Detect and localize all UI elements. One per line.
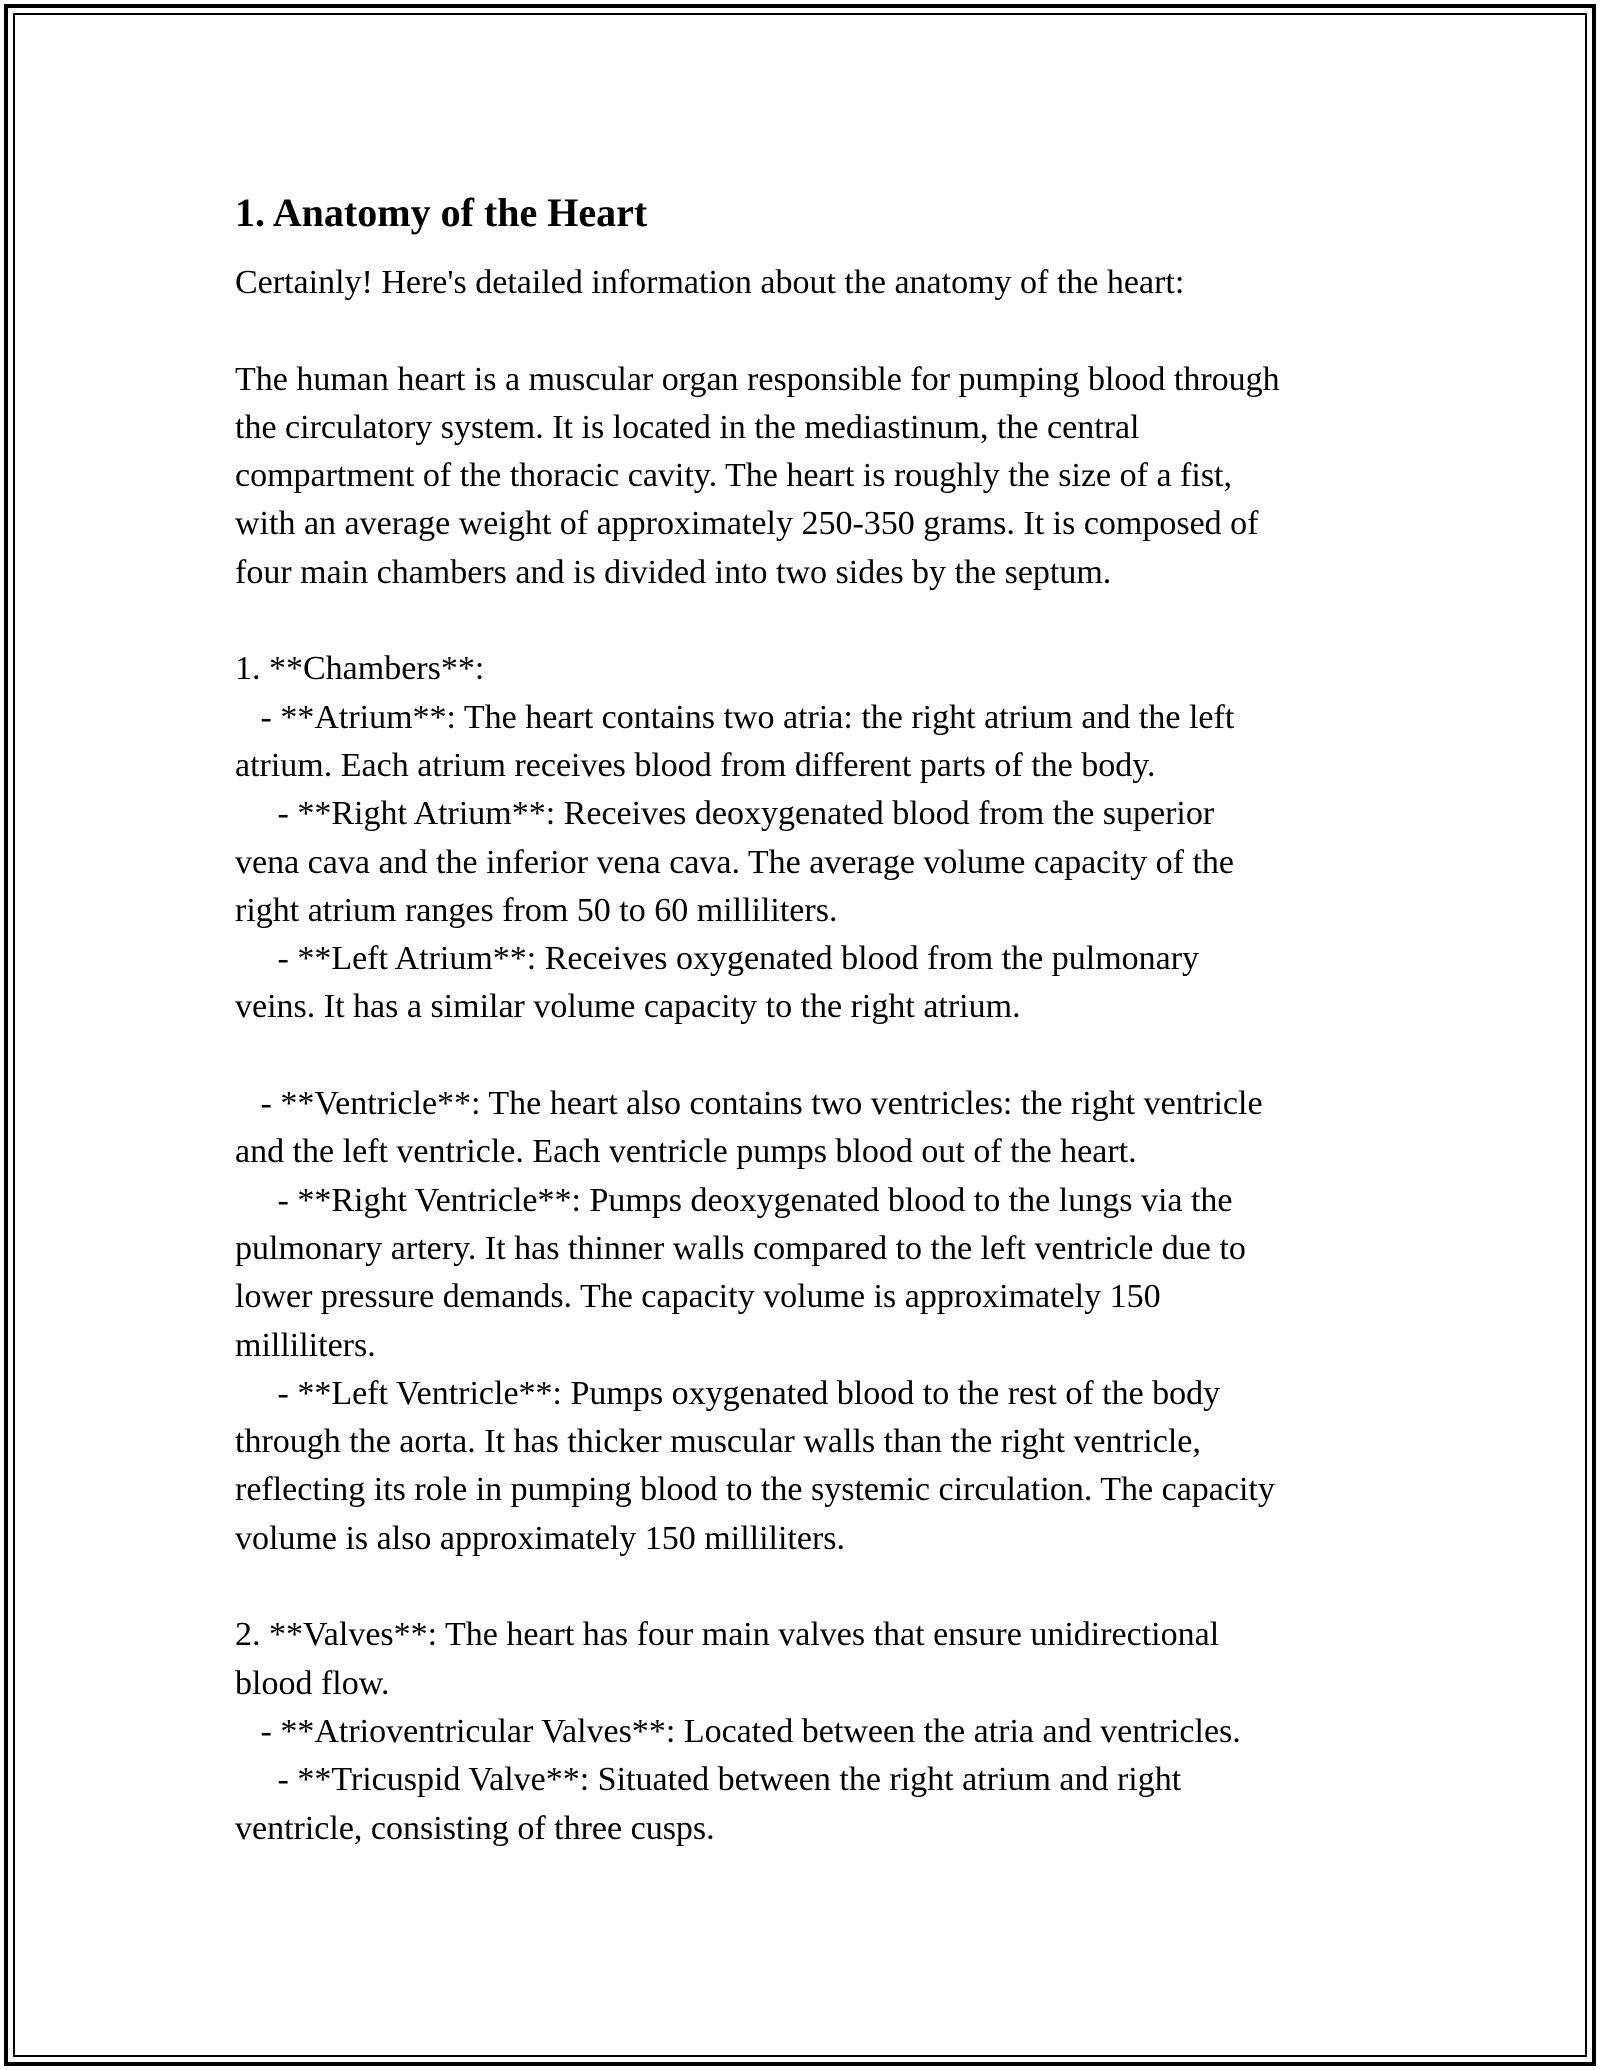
- document-content: [235, 185, 1375, 1853]
- body-text: Certainly! Here's detailed information about the anatomy of the heart: The human heart is a muscular organ responsible for pumping blood through the circulatory system. It is located in the mediastinum, the central compartment of the thoracic cavity. The heart is roughly the size of a fist, with an average weight of approximately 250-350 grams. It is composed of four main chambers and is divided into two sides by the septum. 1. **Chambers**: - **Atrium**: The heart contains two atria: the right atrium and the left atrium. Each atrium receives blood from different parts of the body. - **Right Atrium**: Receives deoxygenated blood from the superior vena cava and the inferior vena cava. The average volume capacity of the right atrium ranges from 50 to 60 milliliters. - **Left Atrium**: Receives oxygenated blood from the pulmonary veins. It has a similar volume capacity to the right atrium. - **Ventricle**: The heart also contains two ventricles: the right ventricle and the left ventricle. Each ventricle pumps blood out of the heart. - **Right Ventricle**: Pumps deoxygenated blood to the lungs via the pulmonary artery. It has thinner walls compared to the left ventricle due to lower pressure demands. The capacity volume is approximately 150 milliliters. - **Left Ventricle**: Pumps oxygenated blood to the rest of the body through the aorta. It has thicker muscular walls than the right ventricle, reflecting its role in pumping blood to the systemic circulation. The capacity volume is also approximately 150 milliliters. 2. **Valves**: The heart has four main valves that ensure unidirectional blood flow. - **Atrioventricular Valves**: Located between the atria and ventricles. - **Tricuspid Valve**: Situated between the right atrium and right ventricle, consisting of three cusps.: [235, 264, 1280, 1847]
- section-heading: 1. Anatomy of the Heart: [235, 190, 648, 235]
